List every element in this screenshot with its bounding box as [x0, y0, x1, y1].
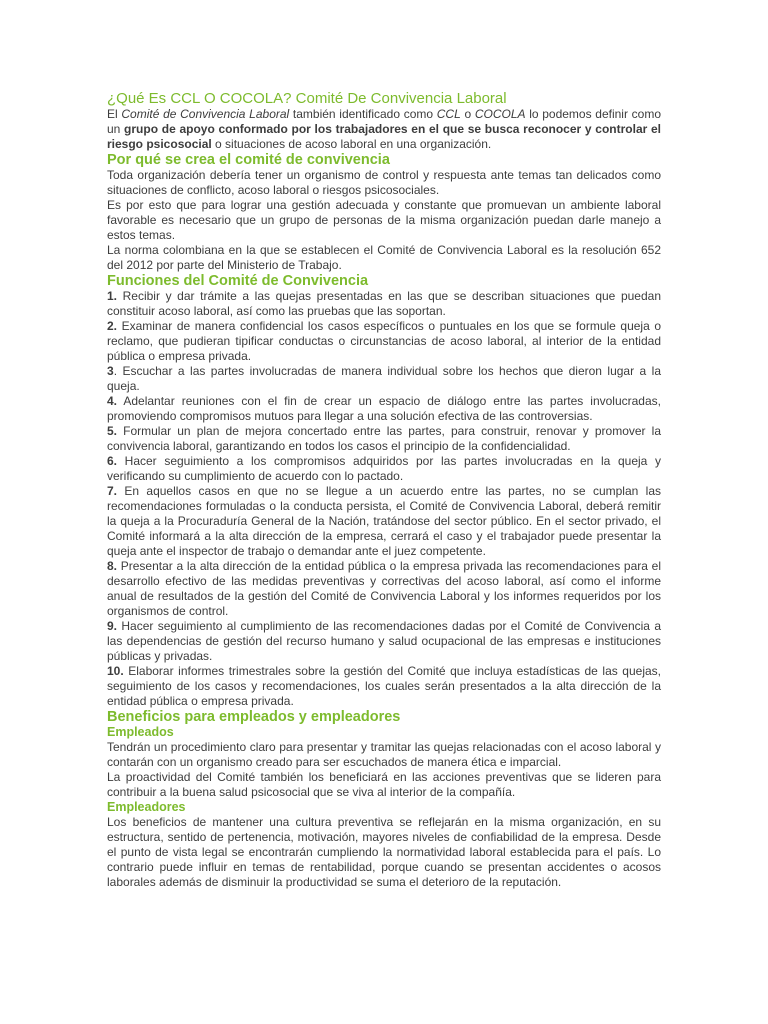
function-text: En aquellos casos en que no se llegue a un acuerdo entre las partes, no se cumplan las recomendaciones formuladas o la conducta persista, el Comité de Convivencia Laboral, deberá remitir la queja a la Procuraduría General de la Nación, tratándose del sector público. En el sector privado, el Comité informará a la alta dirección de la empresa, cerrará el caso y el trabajador puede presentar la queja ante el inspector de trabajo o demandar ante el juez competente.: [107, 484, 661, 558]
section-heading-por-que: Por qué se crea el comité de convivencia: [107, 152, 390, 168]
intro-text: lo podemos definir como un: [107, 107, 661, 136]
intro-paragraph: [107, 107, 661, 152]
page-title: ¿Qué Es CCL O COCOLA? Comité De Convivencia Laboral: [107, 90, 507, 107]
function-text: Hacer seguimiento al cumplimiento de las recomendaciones dadas por el Comité de Convivencia a las dependencias de gestión del recurso humano y salud ocupacional de las empresas e instituciones públicas y privadas.: [107, 619, 661, 663]
function-text: Elaborar informes trimestrales sobre la gestión del Comité que incluya estadísticas de las quejas, seguimiento de los casos y recomendaciones, los cuales serán presentados a la alta dirección de la entidad pública o empresa privada.: [107, 664, 661, 708]
section-paragraph: Es por esto que para lograr una gestión adecuada y constante que promuevan un ambiente laboral favorable es necesario que un grupo de personas de la misma organización puedan darle manejo a estos temas.: [107, 198, 661, 242]
function-text: Hacer seguimiento a los compromisos adquiridos por las partes involucradas en la queja y verificando su cumplimiento de acuerdo con lo pactado.: [107, 454, 661, 483]
function-item: [107, 289, 661, 319]
section-paragraph: Los beneficios de mantener una cultura preventiva se reflejarán en la misma organización, en su estructura, sentido de pertenencia, motivación, mayores niveles de confiabilidad de la empresa. Desde el punto de vista legal se encontrarán cumpliendo la normatividad laboral establecida para el país. Lo contrario puede influir en temas de rentabilidad, porque cuando se presentan accidentes o acosos laborales además de disminuir la productividad se suma el deterioro de la reputación.: [107, 815, 661, 889]
subheading-empleadores: Empleadores: [107, 800, 186, 814]
function-text: Adelantar reuniones con el fin de crear un espacio de diálogo entre las partes involucradas, promoviendo compromisos mutuos para llegar a una solución efectiva de las controversias.: [107, 394, 661, 423]
function-text: Presentar a la alta dirección de la entidad pública o la empresa privada las recomendaciones para el desarrollo efectivo de las medidas preventivas y correctivas del acoso laboral, así como el informe anual de resultados de la gestión del Comité de Convivencia Laboral y los informes requeridos por los organismos de control.: [107, 559, 661, 618]
section-heading-funciones: Funciones del Comité de Convivencia: [107, 273, 369, 289]
function-item: [107, 454, 661, 484]
function-item: [107, 664, 661, 709]
function-text: Examinar de manera confidencial los casos específicos o puntuales en los que se formule queja o reclamo, que pudieran tipificar conductas o circunstancias de acoso laboral, al interior de la entidad pública o empresa privada.: [107, 319, 661, 363]
function-item: [107, 619, 661, 664]
function-number: 8.: [107, 559, 118, 573]
function-number: 3: [107, 364, 114, 378]
intro-text: o: [460, 107, 475, 121]
document-page: [107, 90, 661, 890]
function-item: [107, 484, 661, 559]
subheading-empleados: Empleados: [107, 725, 174, 739]
function-number: 7.: [107, 484, 118, 498]
intro-emphasis-ccl: CCL: [436, 107, 461, 121]
function-text: Recibir y dar trámite a las quejas presentadas en las que se describan situaciones que puedan constituir acoso laboral, así como las pruebas que las soportan.: [107, 289, 661, 318]
function-item: [107, 394, 661, 424]
intro-text: El: [107, 107, 122, 121]
function-number: 6.: [107, 454, 118, 468]
function-text: . Escuchar a las partes involucradas de manera individual sobre los hechos que dieron lugar a la queja.: [107, 364, 661, 393]
function-number: 1.: [107, 289, 118, 303]
function-item: [107, 364, 661, 394]
section-paragraph: Tendrán un procedimiento claro para presentar y tramitar las quejas relacionadas con el acoso laboral y contarán con un organismo creado para ser escuchados de manera ética e imparcial.: [107, 740, 661, 769]
function-text: Formular un plan de mejora concertado entre las partes, para construir, renovar y promover la convivencia laboral, garantizando en todos los casos el principio de la confidencialidad.: [107, 424, 661, 453]
function-number: 5.: [107, 424, 118, 438]
section-paragraph: La proactividad del Comité también los beneficiará en las acciones preventivas que se lideren para contribuir a la buena salud psicosocial que se viva al interior de la compañía.: [107, 770, 661, 799]
function-item: [107, 424, 661, 454]
intro-text: también identificado como: [289, 107, 437, 121]
function-item: [107, 559, 661, 619]
function-number: 10.: [107, 664, 124, 678]
intro-emphasis-comite: Comité de Convivencia Laboral: [121, 107, 290, 121]
section-paragraph: La norma colombiana en la que se establecen el Comité de Convivencia Laboral es la resolución 652 del 2012 por parte del Ministerio de Trabajo.: [107, 243, 661, 272]
function-number: 4.: [107, 394, 118, 408]
function-item: [107, 319, 661, 364]
section-paragraph: Toda organización debería tener un organismo de control y respuesta ante temas tan delicados como situaciones de conflicto, acoso laboral o riesgos psicosociales.: [107, 168, 661, 197]
function-number: 9.: [107, 619, 118, 633]
intro-emphasis-cocola: COCOLA: [474, 107, 526, 121]
section-heading-beneficios: Beneficios para empleados y empleadores: [107, 709, 401, 725]
function-number: 2.: [107, 319, 118, 333]
intro-text: o situaciones de acoso laboral en una organización.: [211, 137, 492, 151]
intro-bold-definition: grupo de apoyo conformado por los trabajadores en el que se busca reconocer y controlar el riesgo psicosocial: [107, 122, 661, 151]
